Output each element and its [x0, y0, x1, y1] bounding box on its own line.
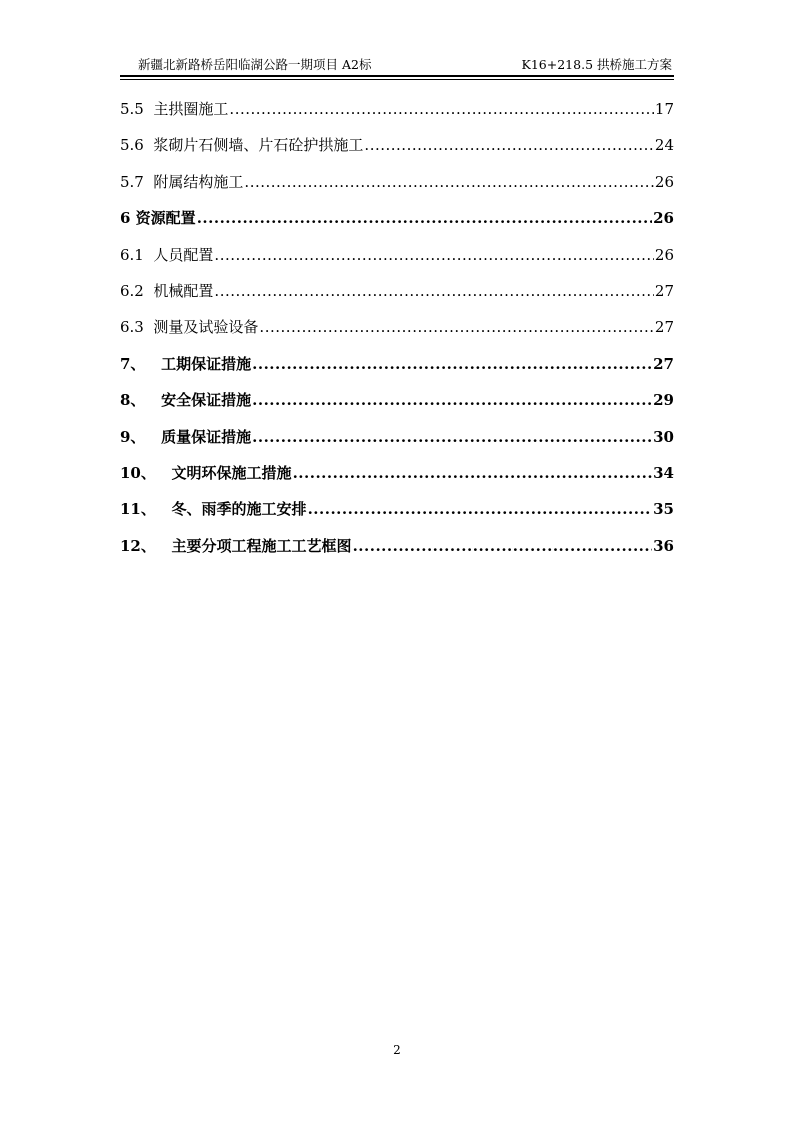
toc-entry-page: 27	[654, 281, 674, 300]
toc-entry[interactable]	[120, 388, 674, 424]
toc-entry-number: 5.5	[120, 100, 144, 118]
header-project-name: 新疆北新路桥岳阳临湖公路一期项目 A2标	[138, 57, 372, 72]
toc-entry[interactable]	[120, 461, 674, 497]
toc-entry-page: 26	[654, 245, 674, 264]
toc-entry-spacer	[144, 133, 154, 157]
header-document-title: K16+218.5 拱桥施工方案	[521, 57, 672, 72]
toc-entry-page: 29	[653, 391, 674, 410]
toc-entry-page: 26	[653, 209, 674, 228]
toc-entry-page: 35	[653, 500, 674, 519]
toc-entry-spacer	[144, 279, 154, 303]
toc-dot-leader	[244, 170, 653, 194]
toc-entry-spacer	[144, 243, 154, 267]
toc-dot-leader	[229, 97, 653, 121]
toc-entry[interactable]	[120, 352, 674, 388]
toc-entry[interactable]	[120, 425, 674, 461]
toc-entry[interactable]	[120, 243, 674, 279]
toc-entry-number: 12、	[120, 536, 156, 555]
toc-entry-title: 机械配置	[153, 281, 214, 300]
toc-entry-spacer	[144, 315, 154, 339]
toc-dot-leader	[293, 461, 653, 485]
toc-dot-leader	[197, 206, 652, 230]
toc-entry-number: 7、	[120, 354, 146, 373]
toc-entry[interactable]	[120, 497, 674, 533]
toc-entry-number: 9、	[120, 427, 146, 446]
toc-entry-page: 34	[653, 463, 674, 482]
toc-entry-page: 27	[653, 354, 674, 373]
toc-entry[interactable]	[120, 97, 674, 133]
toc-dot-leader	[353, 534, 653, 558]
toc-entry-number: 6.1	[120, 245, 144, 264]
toc-entry-title: 浆砌片石侧墙、片石砼护拱施工	[153, 136, 364, 155]
toc-entry-title: 测量及试验设备	[153, 318, 259, 337]
toc-entry-number: 6.2	[120, 281, 144, 300]
toc-dot-leader	[364, 133, 653, 157]
toc-entry-spacer	[156, 497, 172, 521]
toc-entry-number: 6	[120, 209, 131, 228]
toc-entry-spacer	[144, 170, 154, 194]
toc-entry-spacer	[145, 388, 161, 412]
toc-entry-title: 文明环保施工措施	[171, 463, 292, 482]
toc-entry-title: 安全保证措施	[161, 391, 252, 410]
toc-entry-number: 5.7	[120, 172, 144, 191]
toc-dot-leader	[252, 352, 652, 376]
header-rule-thick	[120, 75, 674, 77]
toc-entry-title: 人员配置	[153, 245, 214, 264]
toc-dot-leader	[259, 315, 653, 339]
toc-entry-page: 26	[654, 172, 674, 191]
header-rule-thin	[120, 79, 674, 80]
toc-entry-page: 27	[654, 318, 674, 337]
toc-entry-spacer	[156, 534, 172, 558]
table-of-contents	[120, 97, 674, 570]
toc-entry[interactable]	[120, 315, 674, 351]
toc-entry[interactable]	[120, 534, 674, 570]
toc-entry[interactable]	[120, 206, 674, 242]
toc-dot-leader	[214, 243, 653, 267]
toc-entry-spacer	[145, 352, 161, 376]
toc-entry-number: 6.3	[120, 318, 144, 337]
toc-entry-page: 36	[653, 536, 674, 555]
toc-entry-title: 主拱圈施工	[153, 100, 229, 118]
toc-entry[interactable]	[120, 170, 674, 206]
toc-entry-title: 冬、雨季的施工安排	[171, 500, 307, 519]
toc-entry-spacer	[156, 461, 172, 485]
toc-entry-title: 资源配置	[135, 209, 196, 228]
toc-entry-spacer	[145, 425, 161, 449]
toc-entry-spacer	[144, 97, 154, 121]
toc-dot-leader	[308, 497, 653, 521]
page-header	[120, 56, 674, 74]
toc-entry-page: 30	[653, 427, 674, 446]
toc-entry-number: 11、	[120, 500, 156, 519]
toc-entry-page: 17	[654, 100, 674, 118]
toc-entry-title: 质量保证措施	[161, 427, 252, 446]
toc-entry-number: 5.6	[120, 136, 144, 155]
toc-entry-page: 24	[654, 136, 674, 155]
toc-dot-leader	[252, 388, 652, 412]
toc-dot-leader	[214, 279, 653, 303]
toc-entry-number: 10、	[120, 463, 156, 482]
toc-entry-title: 主要分项工程施工工艺框图	[171, 536, 352, 555]
toc-entry-title: 附属结构施工	[153, 172, 244, 191]
toc-entry-title: 工期保证措施	[161, 354, 252, 373]
toc-entry-number: 8、	[120, 391, 146, 410]
toc-entry[interactable]	[120, 133, 674, 169]
toc-dot-leader	[252, 425, 652, 449]
page-number: 2	[393, 1043, 401, 1057]
toc-entry[interactable]	[120, 279, 674, 315]
